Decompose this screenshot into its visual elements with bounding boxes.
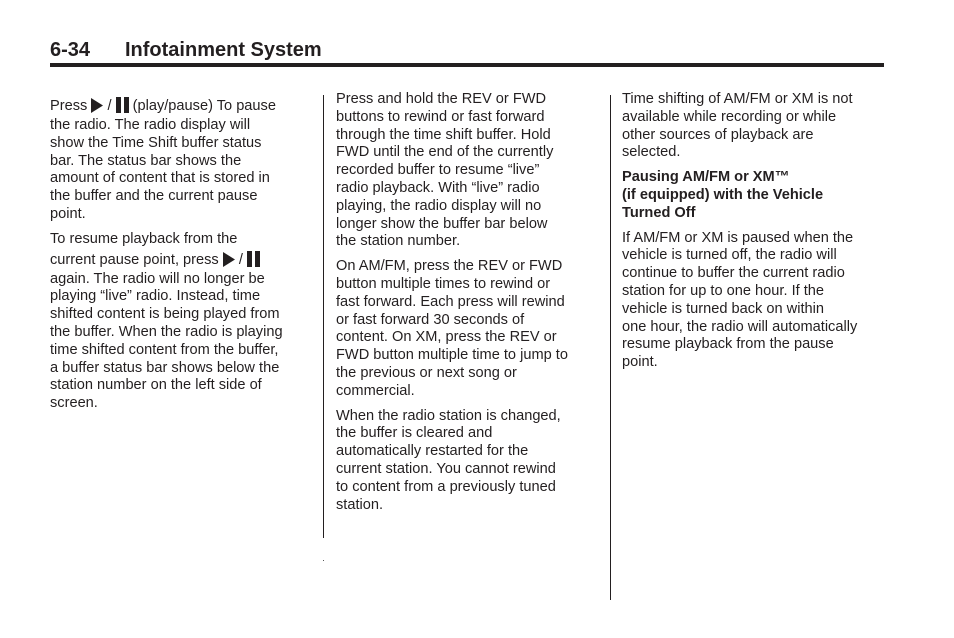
stray-mark [323,560,324,561]
text-line: through the time shift buffer. Hold [336,126,551,143]
text-line: the buffer is cleared and [336,425,493,442]
left-column [50,95,315,420]
text-line: again. The radio will no longer be [50,270,265,287]
text-line: Press / (play/pause) To pause [50,98,276,114]
text-line: button multiple times to rewind or [336,275,551,292]
text-line: FWD until the end of the currently [336,144,554,161]
text-line: bar. The status bar shows the [50,152,242,169]
text-line: radio playback. With “live” radio [336,179,540,196]
text-line: automatically restarted for the [336,443,529,460]
text-line: selected. [622,144,681,161]
text-line: vehicle is turned off, the radio will [622,247,837,264]
text-line: a buffer status bar shows below the [50,359,280,376]
text-line: content. On XM, press the REV or [336,329,557,346]
text-line: to content from a previously tuned [336,478,556,495]
heading-line: (if equipped) with the Vehicle [622,186,824,203]
pause-icon [116,97,129,113]
text-line: FWD button multiple time to jump to [336,347,568,364]
text-line: available while recording or while [622,108,837,125]
section-title: Infotainment System [125,39,322,61]
text-line: time shifted content from the buffer, [50,341,279,358]
text-line: buttons to rewind or fast forward [336,108,545,125]
text-line: the buffer. When the radio is playing [50,323,283,340]
heading-line: Turned Off [622,204,696,221]
text-line: current pause point, press / [50,249,315,271]
text-line: recorded buffer to resume “live” [336,162,540,179]
heading-line: Pausing AM/FM or XM™ [622,169,790,186]
text-line: shifted content is being played from [50,306,280,323]
text-line: playing “live” radio. Instead, time [50,288,261,305]
text-line: current station. You cannot rewind [336,460,556,477]
text-line: resume playback from the pause [622,336,834,353]
text-line: other sources of playback are [622,126,814,143]
page-number: 6-34 [50,39,91,61]
station-change-paragraph [336,408,604,515]
column-divider-left [323,95,324,538]
text-line: one hour, the radio will automatically [622,318,858,335]
middle-column [336,91,604,521]
text-line: station number on the left side of [50,377,262,394]
play-pause-paragraph [50,95,315,224]
subsection-heading [622,169,884,222]
text-line: station. [336,496,384,513]
play-icon [91,98,103,113]
header-rule [50,63,884,67]
rev-fwd-paragraph [336,91,604,251]
text-line: the buffer and the current pause [50,188,258,205]
text-line: When the radio station is changed, [336,407,561,424]
text-line: station for up to one hour. If the [622,282,825,299]
text-line: fast forward. Each press will rewind [336,293,565,310]
text-line: amount of content that is stored in [50,170,270,187]
text-line: the radio. The radio display will [50,117,251,133]
am-fm-xm-paragraph [336,258,604,400]
text-line: point. [50,205,86,222]
text-line: screen. [50,395,98,412]
text-line: point. [622,354,658,371]
text-line: or fast forward 30 seconds of [336,311,525,328]
page-header [50,39,884,65]
play-icon [223,252,235,267]
text-line: longer show the buffer bar below [336,215,548,232]
text-line: commercial. [336,382,415,399]
pause-icon [247,251,260,267]
column-divider-right [610,95,611,600]
resume-playback-paragraph [50,231,315,413]
text-line: On AM/FM, press the REV or FWD [336,258,563,275]
vehicle-off-paragraph [622,230,884,372]
text-line: show the Time Shift buffer status [50,134,262,151]
text-line: playing, the radio display will no [336,197,542,214]
text-line: the station number. [336,233,461,250]
text-line: vehicle is turned back on within [622,300,824,317]
time-shift-availability-paragraph [622,91,884,162]
text-line: Press and hold the REV or FWD [336,91,547,107]
text-line: To resume playback from the [50,230,238,247]
text-line: continue to buffer the current radio [622,265,845,282]
text-line: Time shifting of AM/FM or XM is not [622,91,853,107]
text-line: If AM/FM or XM is paused when the [622,229,854,246]
text-line: the previous or next song or [336,364,517,381]
right-column [622,91,884,379]
